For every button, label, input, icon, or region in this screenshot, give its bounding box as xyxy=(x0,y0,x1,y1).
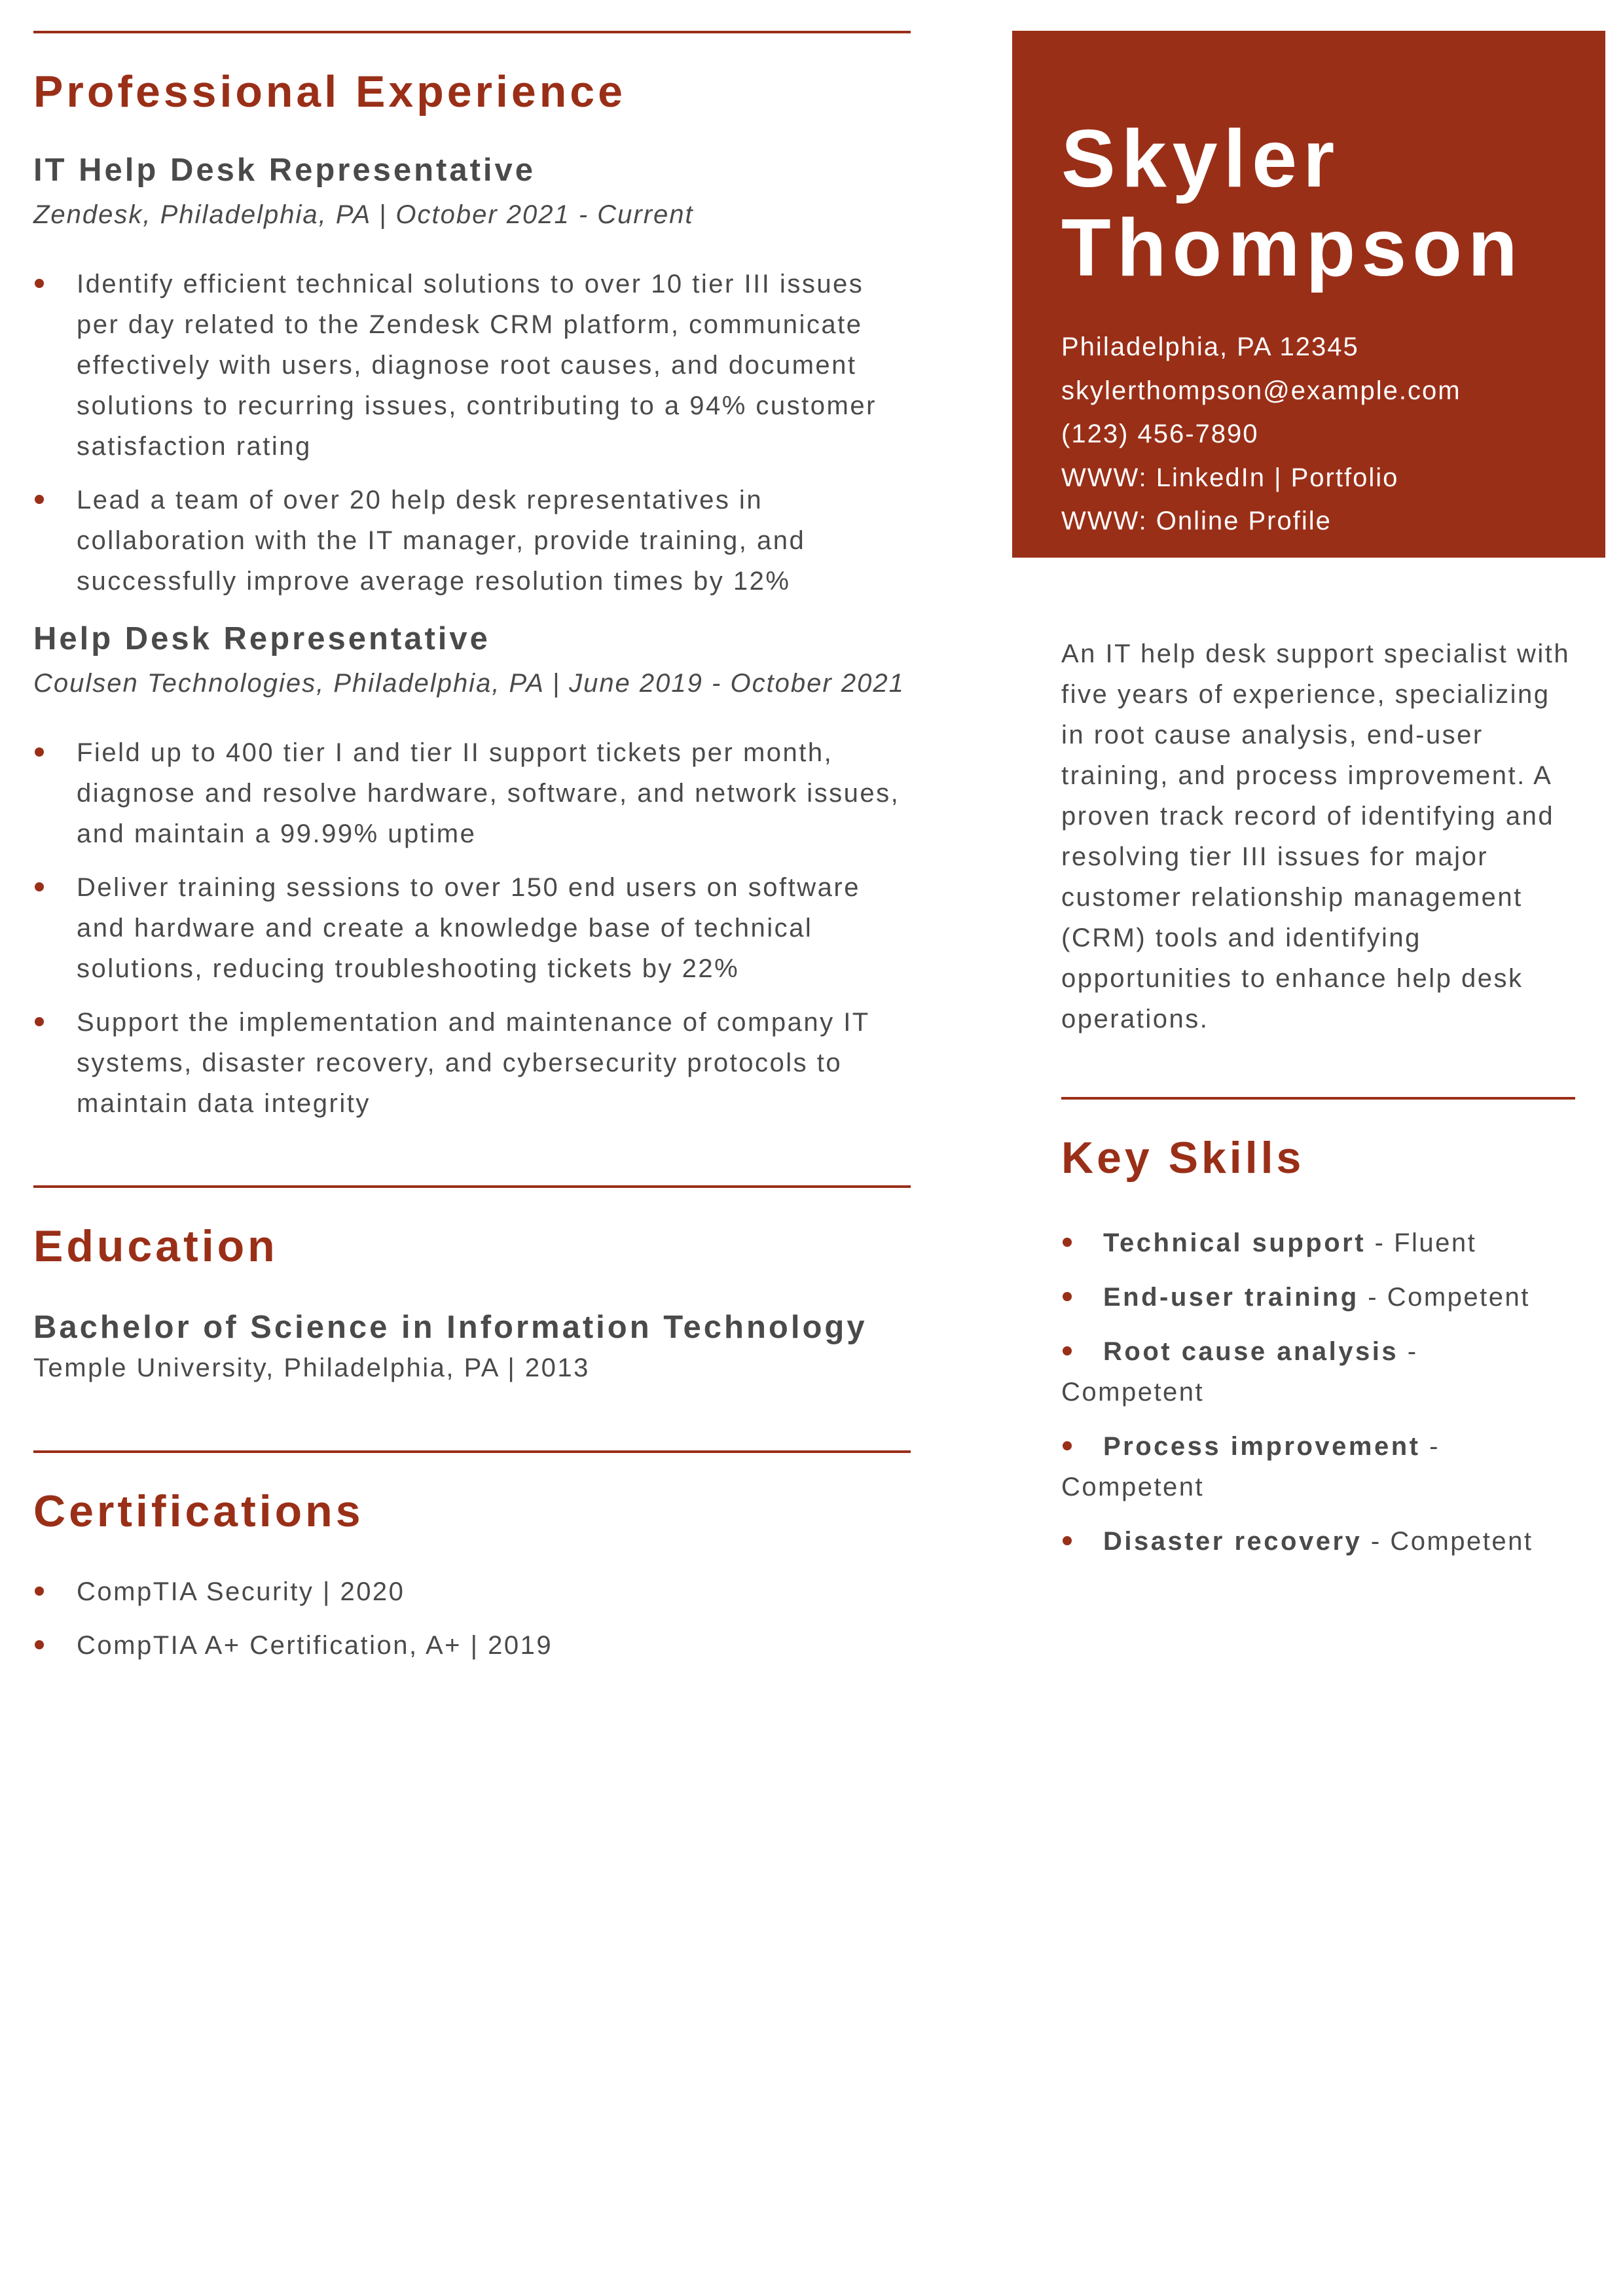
bullet-icon xyxy=(1063,1441,1072,1450)
list-item: Support the implementation and maintenance of company IT systems, disaster recovery, and cybersecurity protocols to maintain data integrity xyxy=(33,1002,911,1124)
bullet-icon xyxy=(1063,1238,1072,1247)
bullet-icon xyxy=(35,1640,44,1649)
bullet-icon xyxy=(35,882,44,891)
list-item xyxy=(1061,1521,1605,1562)
skill-name: End-user training xyxy=(1103,1283,1359,1312)
list-item xyxy=(1061,1277,1605,1318)
bullet-icon xyxy=(35,279,44,288)
name-header xyxy=(1012,31,1605,558)
bullet-icon xyxy=(35,1587,44,1596)
section-divider xyxy=(33,31,911,33)
job-meta xyxy=(33,194,911,235)
skill-name: Disaster recovery xyxy=(1103,1527,1362,1556)
list-item: Deliver training sessions to over 150 end users on software and hardware and create a knowledge base of technical solutions, reducing troubleshooting tickets by 22% xyxy=(33,867,911,989)
skills-heading: Key Skills xyxy=(1061,1133,1305,1183)
degree-title: Bachelor of Science in Information Technology xyxy=(33,1309,867,1345)
job-bullets xyxy=(33,264,911,601)
list-item: Lead a team of over 20 help desk representatives in collaboration with the IT manager, provide training, and successfully improve average resolution times by 12% xyxy=(33,480,911,601)
job-details: , Philadelphia, PA | June 2019 - October 2021 xyxy=(316,668,905,698)
company-name: Zendesk xyxy=(33,200,143,229)
email-link[interactable]: skylerthompson@example.com xyxy=(1061,376,1461,405)
list-item: Identify efficient technical solutions to over 10 tier III issues per day related to the Zendesk CRM platform, communicate effectively with users, diagnose root causes, and document solutions to recurring issues, contributing to a 94% customer satisfaction rating xyxy=(33,264,911,467)
section-divider xyxy=(33,1450,911,1453)
experience-heading: Professional Experience xyxy=(33,67,626,117)
skill-level: - Fluent xyxy=(1366,1229,1477,1258)
profile-links[interactable]: WWW: LinkedIn | Portfolio xyxy=(1061,463,1399,492)
skill-level: - Competent xyxy=(1061,1432,1440,1502)
skill-name: Process improvement xyxy=(1103,1432,1421,1462)
job-meta xyxy=(33,663,911,704)
skill-name: Technical support xyxy=(1103,1229,1366,1258)
section-divider xyxy=(1061,1097,1575,1100)
job-details: , Philadelphia, PA | October 2021 - Current xyxy=(143,200,694,229)
job-title: IT Help Desk Representative xyxy=(33,152,536,188)
bullet-icon xyxy=(1063,1536,1072,1545)
skill-level: - Competent xyxy=(1362,1527,1533,1556)
professional-summary: An IT help desk support specialist with five years of experience, specializing in root cause analysis, end-user training, and process improvement. A proven track record of identifying and resolving tier III issues for major customer relationship management (CRM) tools and identifying opportunities to enhance help desk operations. xyxy=(1061,639,1571,1033)
skill-level: - Competent xyxy=(1359,1283,1530,1312)
contact-info xyxy=(1061,325,1558,543)
sidebar-column xyxy=(1012,31,1605,1575)
certifications-heading: Certifications xyxy=(33,1486,364,1537)
bullet-icon xyxy=(1063,1292,1072,1301)
job-entry xyxy=(33,619,911,1124)
job-entry xyxy=(33,150,911,601)
school-info: Temple University, Philadelphia, PA | 2013 xyxy=(33,1354,590,1383)
list-item xyxy=(1061,1223,1605,1263)
job-title: Help Desk Representative xyxy=(33,620,490,656)
bullet-icon xyxy=(35,1017,44,1026)
bullet-icon xyxy=(1063,1346,1072,1355)
candidate-name: Skyler Thompson xyxy=(1061,114,1523,293)
education-heading: Education xyxy=(33,1221,278,1271)
bullet-icon xyxy=(35,747,44,757)
online-profile-link[interactable]: WWW: Online Profile xyxy=(1061,507,1332,535)
location: Philadelphia, PA 12345 xyxy=(1061,332,1359,361)
skill-level: - Competent xyxy=(1061,1337,1418,1407)
list-item xyxy=(1061,1426,1480,1507)
bullet-icon xyxy=(35,495,44,504)
phone: (123) 456-7890 xyxy=(1061,420,1259,448)
skills-list xyxy=(1012,1223,1605,1562)
skill-name: Root cause analysis xyxy=(1103,1337,1399,1367)
section-divider xyxy=(33,1185,911,1188)
company-name: Coulsen Technologies xyxy=(33,668,317,698)
list-item: CompTIA A+ Certification, A+ | 2019 xyxy=(33,1625,911,1666)
list-item xyxy=(1061,1331,1480,1412)
certifications-list xyxy=(33,1571,911,1666)
job-bullets xyxy=(33,732,911,1124)
list-item: CompTIA Security | 2020 xyxy=(33,1571,911,1612)
main-column xyxy=(33,31,911,1666)
list-item: Field up to 400 tier I and tier II support tickets per month, diagnose and resolve hardware, software, and network issues, and maintain a 99.99% uptime xyxy=(33,732,911,854)
